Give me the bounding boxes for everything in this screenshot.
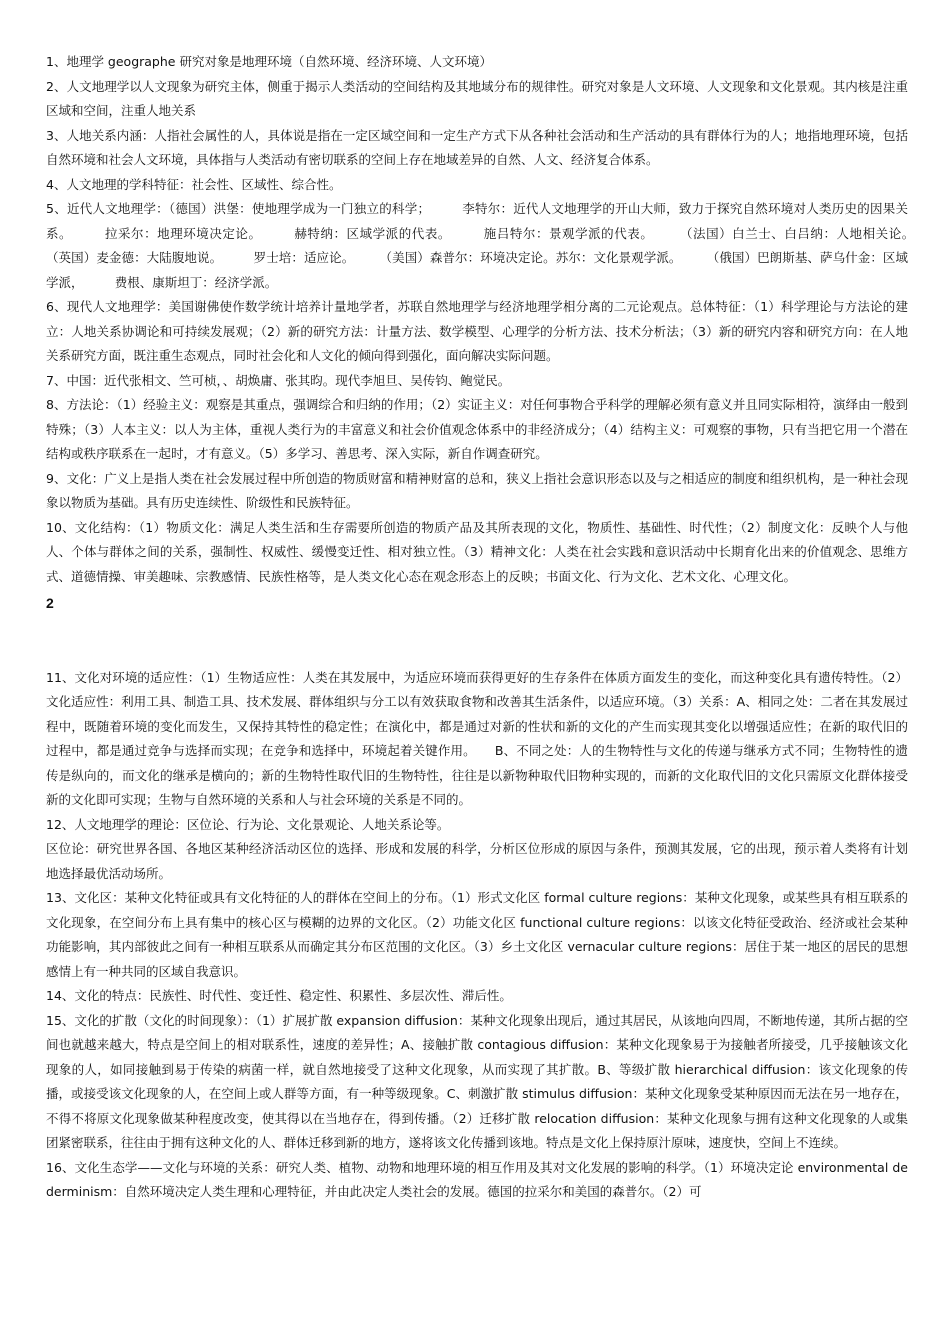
paragraph-item-8: 8、方法论：（1）经验主义：观察是其重点，强调综合和归纳的作用；（2）实证主义：对任何事物合乎科学的理解必须有意义并且同实际相符，演绎由一般到特殊；（3）人本主义：以人为主体，重视人类行为的丰富意义和社会价值观念体系中的非经济成分；（4）结构主义：可观察的事物，只有当把它用一个潜在结构或秩序联系在一起时，才有意义。（5）多学习、善思考、深入实际，新自作调查研究。 bbox=[46, 397, 908, 461]
paragraph-item-13: 13、文化区：某种文化特征或具有文化特征的人的群体在空间上的分布。（1）形式文化区 formal culture regions：某种文化现象，或某些具有相互联系的文化现象，在空间分布上具有集中的核心区与模糊的边界的文化区。（2）功能文化区 functional culture regions：以该文化特征受政治、经济或社会某种功能影响，其内部彼此之间有一种相互联系从而确定其分布区范围的文化区。（3）乡土文化区 vernacular culture regions：居住于某一地区的居民的思想感情上有一种共同的区域自我意识。 bbox=[46, 890, 908, 979]
paragraph-item-15: 15、文化的扩散（文化的时间现象）：（1）扩展扩散 expansion diffusion：某种文化现象出现后，通过其居民，从该地向四周，不断地传递，其所占据的空间也就越来越大，特点是空间上的相对联系性，速度的差异性；A、接触扩散 contagious diffusion：某种文化现象易于为接触者所接受，几乎接触该文化现象的人，如同接触到易于传染的病菌一样，就自然地接受了这种文化现象，从而实现了其扩散。B、等级扩散 hierarchical diffusion：该文化现象的传播，或接受该文化现象的人，在空间上或人群等方面，有一种等级现象。C、刺激扩散 stimulus diffusion：某种文化现象受某种原因而无法在另一地存在，不得不将原文化现象做某种程度改变，使其得以在当地存在，得到传播。（2）迁移扩散 relocation diffusion：某种文化现象与拥有这种文化现象的人或集团紧密联系，往往由于拥有这种文化的人、群体迁移到新的地方，遂将该文化传播到该地。特点是文化上保持原汁原味，速度快，空间上不连续。 bbox=[46, 1012, 908, 1150]
paragraph-item-1: 1、地理学 geographe 研究对象是地理环境（自然环境、经济环境、人文环境） bbox=[46, 54, 492, 69]
paragraph-item-4: 4、人文地理的学科特征：社会性、区域性、综合性。 bbox=[46, 176, 342, 192]
paragraph-item-11: 11、文化对环境的适应性：（1）生物适应性：人类在其发展中，为适应环境而获得更好的生存条件在体质方面发生的变化，而这种变化具有遗传特性。（2）文化适应性：利用工具、制造工具、技术发展、群体组织与分工以有效获取食物和改善其生活条件，以适应环境。（3）关系：A、相同之处：二者在其发展过程中，既随着环境的变化而发生，又保持其特性的稳定性；在演化中，都是通过对新的性状和新的文化的产生而实现其变化以增强适应性；在新的取代旧的过程中，都是通过竞争与选择而实现；在竞争和选择中，环境起着关键作用。 B、不同之处：人的生物特性与文化的传递与继承方式不同；生物特性的遗传是纵向的，而文化的继承是横向的；新的生物特性取代旧的生物特性，往往是以新物种取代旧物种实现的，而新的文化取代旧的文化只需原文化群体接受新的文化即可实现；生物与自然环境的关系和人与社会环境的关系是不同的。 bbox=[46, 669, 908, 807]
paragraph-item-5: 5、近代人文地理学：（德国）洪堡：使地理学成为一门独立的科学； 李特尔：近代人文地理学的开山大师，致力于探究自然环境对人类历史的因果关系。 拉采尔：地理环境决定论。 赫特纳：区域学派的代表。 施吕特尔：景观学派的代表。 （法国）白兰士、白吕纳：人地相关论。 （英国）麦金德：大陆腹地说。 罗士培：适应论。 （美国）森普尔：环境决定论。苏尔：文化景观学派。 （俄国）巴朗斯基、萨乌什金：区域学派， 费根、康斯坦丁：经济学派。 bbox=[46, 201, 946, 290]
paragraph-location-theory: 区位论：研究世界各国、各地区某种经济活动区位的选择、形成和发展的科学，分析区位形成的原因与条件，预测其发展，它的出现，预示着人类将有计划地选择最优活动场所。 bbox=[46, 841, 908, 881]
page-break-gap bbox=[46, 616, 908, 666]
paragraph-item-12: 12、人文地理学的理论：区位论、行为论、文化景观论、人地关系论等。 bbox=[46, 816, 450, 832]
paragraph-item-10: 10、文化结构：（1）物质文化：满足人类生活和生存需要所创造的物质产品及其所表现的文化，物质性、基础性、时代性；（2）制度文化：反映个人与他人、个体与群体之间的关系，强制性、权威性、缓慢变迁性、相对独立性。（3）精神文化：人类在社会实践和意识活动中长期育化出来的价值观念、思维方式、道德情操、审美趣味、宗教感情、民族性格等，是人类文化心态在观念形态上的反映；书面文化、行为文化、艺术文化、心理文化。 bbox=[46, 519, 908, 584]
paragraph-item-6: 6、现代人文地理学：美国谢佛使作数学统计培养计量地学者，苏联自然地理学与经济地理学相分离的二元论观点。总体特征：（1）科学理论与方法论的建立：人地关系协调论和可持续发展观；（2）新的研究方法：计量方法、数学模型、心理学的分析方法、技术分析法；（3）新的研究内容和研究方向：在人地关系研究方面，既注重生态观点，同时社会化和人文化的倾向得到强化，面向解决实际问题。 bbox=[46, 299, 908, 363]
paragraph-item-14: 14、文化的特点：民族性、时代性、变迁性、稳定性、积累性、多层次性、滞后性。 bbox=[46, 988, 512, 1003]
paragraph-item-2: 2、人文地理学以人文现象为研究主体，侧重于揭示人类活动的空间结构及其地域分布的规律性。研究对象是人文环境、人文现象和文化景观。其内核是注重区域和空间，注重人地关系 bbox=[46, 78, 908, 118]
section-part-2 bbox=[46, 666, 908, 1205]
paragraph-item-7: 7、中国：近代张相文、竺可桢，、胡焕庸、张其昀。现代李旭旦、吴传钧、鲍觉民。 bbox=[46, 372, 511, 388]
paragraph-item-9: 9、文化：广义上是指人类在社会发展过程中所创造的物质财富和精神财富的总和，狭义上指社会意识形态以及与之相适应的制度和组织机构，是一种社会现象以物质为基础。具有历史连续性、阶级性和民族特征。 bbox=[46, 470, 908, 510]
section-part-1 bbox=[46, 50, 946, 589]
page-number: 2 bbox=[46, 595, 54, 611]
paragraph-item-3: 3、人地关系内涵：人指社会属性的人，具体说是指在一定区域空间和一定生产方式下从各种社会活动和生产活动的具有群体行为的人；地指地理环境，包括自然环境和社会人文环境，具体指与人类活动有密切联系的空间上存在地域差异的自然、人文、经济复合体系。 bbox=[46, 127, 908, 167]
paragraph-item-16: 16、文化生态学——文化与环境的关系：研究人类、植物、动物和地理环境的相互作用及其对文化发展的影响的科学。（1）环境决定论 environmental dederminism：自然环境决定人类生理和心理特征，并由此决定人类社会的发展。德国的拉采尔和美国的森普尔。（2）可 bbox=[46, 1159, 908, 1199]
document-page bbox=[46, 50, 946, 1205]
